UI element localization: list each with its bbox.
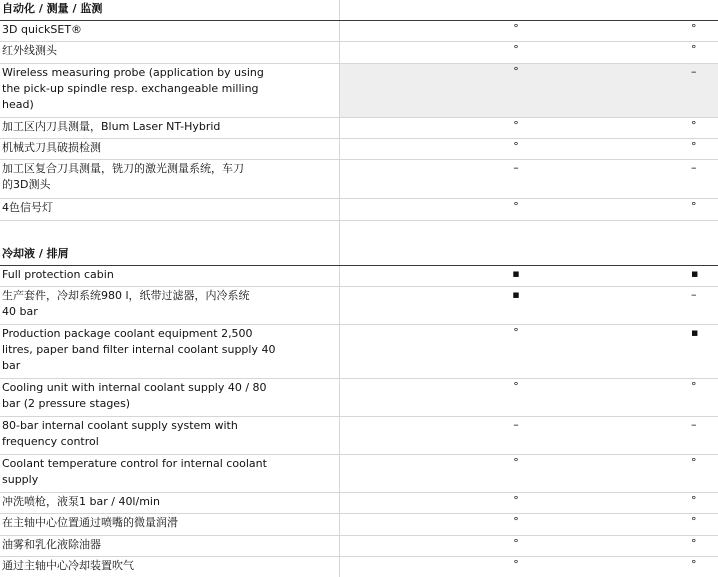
section-spacer: [0, 221, 718, 245]
row-values: [340, 536, 718, 556]
table-row: [0, 325, 718, 379]
value-col-2: ▪: [691, 326, 699, 339]
value-col-1: °: [513, 65, 519, 78]
value-col-2: °: [691, 494, 697, 507]
row-values: [340, 199, 718, 220]
value-col-1: °: [513, 140, 519, 153]
value-col-1: °: [513, 119, 519, 132]
row-label: Full protection cabin: [0, 266, 340, 286]
row-label: 80-bar internal coolant supply system with frequency control: [0, 417, 340, 454]
value-col-1: °: [513, 22, 519, 35]
row-label: 4色信号灯: [0, 199, 340, 220]
row-values: [340, 266, 718, 286]
table-row: [0, 199, 718, 221]
table-row: [0, 417, 718, 455]
row-label: Wireless measuring probe (application by using the pick-up spindle resp. exchangeable milling head): [0, 64, 340, 117]
value-col-2: °: [691, 537, 697, 550]
value-col-1: °: [513, 515, 519, 528]
row-values: [340, 64, 718, 117]
row-values: [340, 455, 718, 492]
value-col-1: ▪: [512, 267, 520, 280]
row-values: [340, 325, 718, 378]
value-col-1: –: [513, 418, 519, 431]
table-row: [0, 160, 718, 199]
section-header-automation: [0, 0, 718, 21]
section-title: 冷却液 / 排屑: [0, 245, 340, 265]
section-header-coolant: [0, 245, 718, 266]
row-label: 油雾和乳化液除油器: [0, 536, 340, 556]
row-label: 3D quickSET®: [0, 21, 340, 41]
row-label: 生产套件，冷却系统980 l，纸带过滤器，内冷系统 40 bar: [0, 287, 340, 324]
row-label: Cooling unit with internal coolant supply 40 / 80 bar (2 pressure stages): [0, 379, 340, 416]
spacer-label: [0, 221, 340, 245]
table-row: [0, 287, 718, 325]
row-values: [340, 379, 718, 416]
table-row: [0, 64, 718, 118]
value-col-2: °: [691, 200, 697, 213]
row-values: [340, 287, 718, 324]
value-col-2: °: [691, 380, 697, 393]
value-col-2: –: [691, 418, 697, 431]
table-row: [0, 536, 718, 557]
row-label: 机械式刀具破损检测: [0, 139, 340, 159]
value-col-1: °: [513, 558, 519, 571]
row-label: 加工区复合刀具测量，铣刀的激光测量系统，车刀 的3D测头: [0, 160, 340, 198]
table-row: [0, 514, 718, 536]
value-col-1: °: [513, 494, 519, 507]
value-col-2: °: [691, 456, 697, 469]
row-values: [340, 557, 718, 577]
table-row: [0, 118, 718, 139]
row-values: [340, 417, 718, 454]
table-row: [0, 42, 718, 64]
table-row: [0, 21, 718, 42]
row-values: [340, 514, 718, 535]
row-label: 冲洗喷枪，液泵1 bar / 40l/min: [0, 493, 340, 513]
table-row: [0, 379, 718, 417]
value-col-1: ▪: [512, 288, 520, 301]
value-col-2: ▪: [691, 267, 699, 280]
table-row: [0, 557, 718, 577]
value-col-2: °: [691, 22, 697, 35]
table-row: [0, 455, 718, 493]
value-col-1: °: [513, 43, 519, 56]
value-col-2: °: [691, 140, 697, 153]
row-label: 加工区内刀具测量，Blum Laser NT-Hybrid: [0, 118, 340, 138]
row-values: [340, 139, 718, 159]
row-label: 在主轴中心位置通过喷嘴的微量润滑: [0, 514, 340, 535]
table-row: [0, 493, 718, 514]
value-col-2: °: [691, 515, 697, 528]
section-title: 自动化 / 测量 / 监测: [0, 0, 340, 20]
row-label: Coolant temperature control for internal coolant supply: [0, 455, 340, 492]
table-row: [0, 139, 718, 160]
section-header-values: [340, 0, 718, 20]
value-col-1: °: [513, 326, 519, 339]
value-col-2: –: [691, 288, 697, 301]
value-col-1: °: [513, 456, 519, 469]
row-label: Production package coolant equipment 2,500 litres, paper band filter internal coolant supply 40 bar: [0, 325, 340, 378]
spacer-values: [340, 221, 718, 245]
value-col-2: °: [691, 43, 697, 56]
row-values: [340, 118, 718, 138]
row-label: 通过主轴中心冷却装置吹气: [0, 557, 340, 577]
value-col-2: °: [691, 558, 697, 571]
section-header-values: [340, 245, 718, 265]
value-col-2: °: [691, 119, 697, 132]
row-values: [340, 21, 718, 41]
value-col-1: °: [513, 380, 519, 393]
value-col-2: –: [691, 65, 697, 78]
row-values: [340, 493, 718, 513]
table-row: [0, 266, 718, 287]
value-col-1: °: [513, 537, 519, 550]
value-col-1: °: [513, 200, 519, 213]
value-col-2: –: [691, 161, 697, 174]
value-col-1: –: [513, 161, 519, 174]
row-values: [340, 42, 718, 63]
row-values: [340, 160, 718, 198]
row-label: 红外线测头: [0, 42, 340, 63]
